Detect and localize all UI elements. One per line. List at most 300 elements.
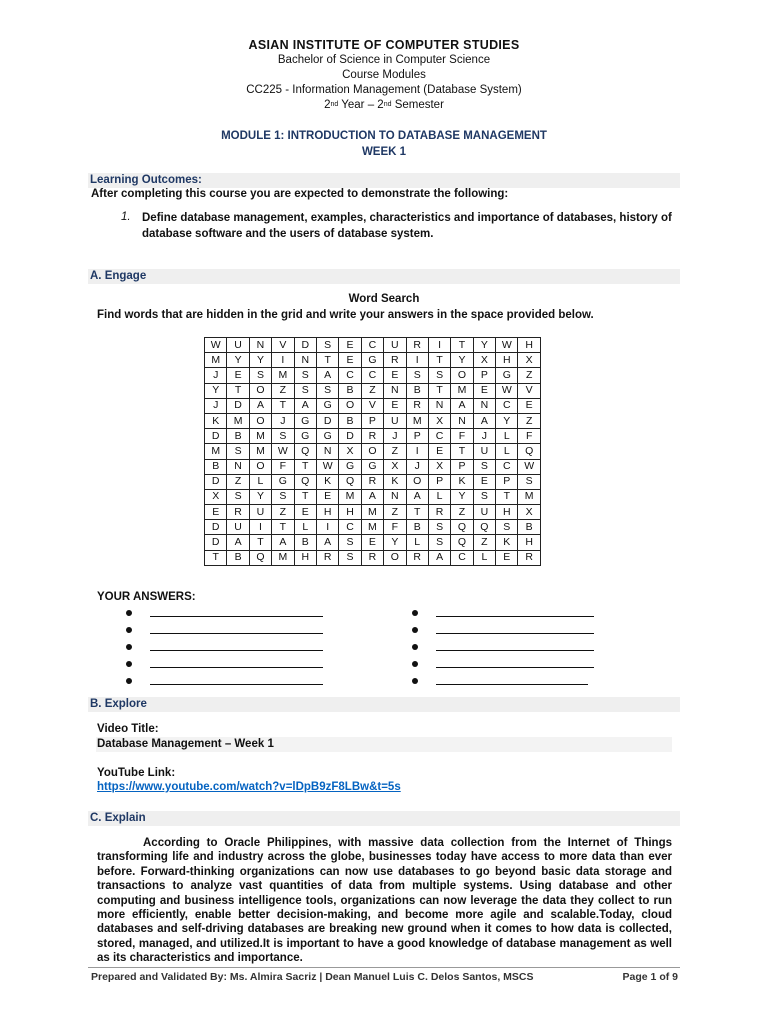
- grid-cell: M: [518, 489, 540, 504]
- module-week: WEEK 1: [361, 146, 407, 158]
- grid-cell: A: [249, 398, 271, 413]
- grid-cell: M: [272, 368, 294, 383]
- answer-blank[interactable]: [436, 633, 594, 634]
- grid-cell: D: [316, 413, 338, 428]
- grid-cell: E: [227, 368, 249, 383]
- grid-row: [205, 383, 541, 398]
- grid-cell: E: [316, 489, 338, 504]
- grid-cell: T: [272, 520, 294, 535]
- answer-item: [412, 672, 594, 689]
- grid-cell: R: [518, 550, 540, 565]
- grid-row: [205, 444, 541, 459]
- grid-cell: M: [361, 520, 383, 535]
- grid-cell: Y: [205, 383, 227, 398]
- grid-cell: Y: [227, 353, 249, 368]
- video-title: Database Management – Week 1: [97, 738, 274, 750]
- grid-row: [205, 459, 541, 474]
- grid-cell: W: [272, 444, 294, 459]
- grid-cell: H: [496, 505, 518, 520]
- grid-cell: N: [294, 353, 316, 368]
- bullet-icon: [126, 644, 132, 650]
- grid-cell: S: [428, 535, 450, 550]
- grid-cell: C: [496, 398, 518, 413]
- grid-cell: S: [316, 383, 338, 398]
- grid-cell: C: [496, 459, 518, 474]
- grid-cell: Q: [451, 520, 473, 535]
- grid-cell: T: [294, 489, 316, 504]
- grid-cell: R: [361, 429, 383, 444]
- grid-row: [205, 398, 541, 413]
- grid-cell: W: [316, 459, 338, 474]
- grid-cell: S: [294, 383, 316, 398]
- grid-cell: S: [518, 474, 540, 489]
- grid-cell: S: [428, 520, 450, 535]
- grid-cell: B: [518, 520, 540, 535]
- grid-cell: T: [249, 535, 271, 550]
- grid-cell: C: [428, 429, 450, 444]
- grid-cell: G: [361, 353, 383, 368]
- grid-cell: G: [294, 413, 316, 428]
- bullet-icon: [412, 661, 418, 667]
- grid-row: [205, 353, 541, 368]
- grid-cell: H: [339, 505, 361, 520]
- grid-cell: A: [428, 550, 450, 565]
- grid-cell: O: [406, 474, 428, 489]
- grid-cell: P: [496, 474, 518, 489]
- grid-cell: D: [205, 474, 227, 489]
- grid-cell: B: [205, 459, 227, 474]
- grid-cell: R: [406, 398, 428, 413]
- grid-cell: C: [339, 368, 361, 383]
- grid-cell: R: [361, 474, 383, 489]
- grid-cell: E: [496, 550, 518, 565]
- grid-cell: P: [473, 368, 495, 383]
- bullet-icon: [412, 627, 418, 633]
- outcome-number: 1.: [121, 211, 131, 223]
- grid-cell: L: [473, 550, 495, 565]
- grid-cell: O: [249, 413, 271, 428]
- grid-cell: M: [205, 353, 227, 368]
- grid-cell: T: [316, 353, 338, 368]
- engage-heading: A. Engage: [90, 270, 147, 282]
- grid-cell: M: [249, 429, 271, 444]
- grid-cell: C: [361, 368, 383, 383]
- grid-cell: Z: [473, 535, 495, 550]
- youtube-label: YouTube Link:: [97, 767, 176, 779]
- grid-cell: X: [518, 505, 540, 520]
- grid-row: [205, 368, 541, 383]
- grid-cell: X: [518, 353, 540, 368]
- answer-item: [412, 638, 594, 655]
- grid-cell: M: [205, 444, 227, 459]
- grid-row: [205, 520, 541, 535]
- grid-cell: U: [227, 338, 249, 353]
- grid-cell: B: [406, 383, 428, 398]
- grid-cell: B: [406, 520, 428, 535]
- grid-cell: R: [428, 505, 450, 520]
- grid-row: [205, 474, 541, 489]
- grid-cell: X: [384, 459, 406, 474]
- grid-cell: W: [518, 459, 540, 474]
- explore-heading: B. Explore: [90, 698, 147, 710]
- grid-cell: V: [518, 383, 540, 398]
- outcome-text: Define database management, examples, characteristics and importance of databases, history of database software and the users of database system.: [142, 212, 672, 240]
- grid-cell: F: [272, 459, 294, 474]
- grid-cell: D: [227, 398, 249, 413]
- grid-cell: M: [272, 550, 294, 565]
- grid-cell: T: [205, 550, 227, 565]
- grid-cell: E: [518, 398, 540, 413]
- bullet-icon: [412, 644, 418, 650]
- grid-cell: V: [272, 338, 294, 353]
- grid-cell: S: [339, 550, 361, 565]
- grid-cell: L: [496, 429, 518, 444]
- grid-cell: R: [384, 353, 406, 368]
- grid-cell: A: [361, 489, 383, 504]
- grid-cell: X: [339, 444, 361, 459]
- grid-cell: I: [272, 353, 294, 368]
- grid-cell: A: [272, 535, 294, 550]
- grid-cell: E: [473, 474, 495, 489]
- grid-cell: M: [249, 444, 271, 459]
- grid-cell: Z: [227, 474, 249, 489]
- answer-item: [126, 604, 323, 621]
- grid-cell: D: [294, 338, 316, 353]
- grid-cell: K: [205, 413, 227, 428]
- grid-cell: U: [384, 413, 406, 428]
- answer-item: [412, 655, 594, 672]
- grid-cell: S: [496, 520, 518, 535]
- explain-text: According to Oracle Philippines, with massive data collection from the Internet of Things transforming life and industry across the globe, businesses today have access to more data than ever before. Forward-thinking organizations can now use databases to go beyond basic data storage and transactions to analyze vast quantities of data from multiple systems. Using database and other computing and business intelligence tools, organizations can now leverage the data they collect to run more efficiently, enable better decision-making, and become more agile and scalable.Today, cloud databases and self-driving databases are breaking new ground when it comes to how data is collected, stored, managed, and utilized.It is important to have a good knowledge of database management as well as its characteristics and importance.: [97, 837, 672, 965]
- grid-cell: Z: [384, 505, 406, 520]
- grid-row: [205, 413, 541, 428]
- grid-cell: E: [205, 505, 227, 520]
- video-title-label: Video Title:: [97, 723, 159, 735]
- grid-cell: S: [272, 489, 294, 504]
- module-title: MODULE 1: INTRODUCTION TO DATABASE MANAGEMENT: [221, 130, 547, 142]
- grid-cell: N: [428, 398, 450, 413]
- engage-bar: [88, 269, 680, 284]
- grid-cell: Z: [451, 505, 473, 520]
- grid-cell: I: [406, 444, 428, 459]
- grid-cell: A: [316, 535, 338, 550]
- answer-blank[interactable]: [150, 684, 323, 685]
- grid-cell: G: [339, 459, 361, 474]
- grid-cell: J: [473, 429, 495, 444]
- grid-cell: L: [294, 520, 316, 535]
- answer-item: [126, 638, 323, 655]
- grid-cell: Q: [294, 444, 316, 459]
- grid-cell: S: [316, 338, 338, 353]
- grid-cell: K: [451, 474, 473, 489]
- grid-cell: E: [473, 383, 495, 398]
- grid-cell: N: [473, 398, 495, 413]
- grid-cell: F: [384, 520, 406, 535]
- grid-cell: D: [205, 520, 227, 535]
- grid-cell: W: [205, 338, 227, 353]
- grid-cell: K: [384, 474, 406, 489]
- grid-row: [205, 489, 541, 504]
- grid-cell: G: [272, 474, 294, 489]
- grid-cell: S: [473, 489, 495, 504]
- grid-cell: D: [205, 535, 227, 550]
- grid-cell: Y: [249, 489, 271, 504]
- grid-cell: R: [227, 505, 249, 520]
- grid-cell: P: [451, 459, 473, 474]
- grid-row: [205, 550, 541, 565]
- grid-cell: Z: [518, 413, 540, 428]
- bullet-icon: [412, 678, 418, 684]
- word-search-grid: [204, 337, 541, 566]
- answer-blank[interactable]: [436, 650, 594, 651]
- grid-cell: G: [496, 368, 518, 383]
- grid-cell: D: [205, 429, 227, 444]
- grid-cell: R: [406, 550, 428, 565]
- grid-cell: A: [316, 368, 338, 383]
- answer-list-right: [412, 604, 594, 689]
- grid-cell: A: [406, 489, 428, 504]
- grid-cell: Z: [272, 383, 294, 398]
- grid-cell: M: [227, 413, 249, 428]
- year-semester: 2nd Year – 2nd Semester: [324, 99, 444, 111]
- grid-cell: F: [518, 429, 540, 444]
- grid-cell: J: [205, 368, 227, 383]
- grid-cell: E: [428, 444, 450, 459]
- grid-cell: S: [473, 459, 495, 474]
- grid-cell: X: [205, 489, 227, 504]
- answer-blank[interactable]: [150, 616, 323, 617]
- bullet-icon: [126, 661, 132, 667]
- grid-cell: B: [227, 429, 249, 444]
- learning-outcomes-intro: After completing this course you are expected to demonstrate the following:: [91, 188, 509, 200]
- explore-bar: [88, 697, 680, 712]
- grid-cell: T: [294, 459, 316, 474]
- module-heading: [0, 128, 768, 160]
- grid-cell: E: [361, 535, 383, 550]
- grid-cell: P: [406, 429, 428, 444]
- bullet-icon: [412, 610, 418, 616]
- grid-cell: J: [272, 413, 294, 428]
- grid-cell: E: [384, 398, 406, 413]
- grid-cell: U: [384, 338, 406, 353]
- grid-cell: I: [249, 520, 271, 535]
- grid-cell: H: [518, 535, 540, 550]
- grid-cell: L: [249, 474, 271, 489]
- grid-cell: O: [451, 368, 473, 383]
- grid-row: [205, 505, 541, 520]
- grid-cell: O: [384, 550, 406, 565]
- grid-cell: D: [339, 429, 361, 444]
- footer-prepared-by: Prepared and Validated By: Ms. Almira Sacriz | Dean Manuel Luis C. Delos Santos, MSCS: [91, 971, 534, 983]
- grid-cell: L: [428, 489, 450, 504]
- answer-blank[interactable]: [436, 616, 594, 617]
- grid-cell: N: [451, 413, 473, 428]
- explain-paragraph: [97, 836, 672, 966]
- grid-cell: O: [361, 444, 383, 459]
- grid-cell: W: [496, 383, 518, 398]
- answer-item: [126, 655, 323, 672]
- grid-cell: C: [361, 338, 383, 353]
- grid-cell: T: [496, 489, 518, 504]
- grid-cell: B: [227, 550, 249, 565]
- grid-cell: S: [227, 489, 249, 504]
- grid-cell: O: [249, 459, 271, 474]
- answer-item: [126, 672, 323, 689]
- grid-cell: N: [249, 338, 271, 353]
- grid-cell: U: [473, 505, 495, 520]
- grid-cell: R: [361, 550, 383, 565]
- grid-cell: W: [496, 338, 518, 353]
- grid-cell: T: [428, 353, 450, 368]
- grid-cell: N: [384, 489, 406, 504]
- word-search-instructions: Find words that are hidden in the grid and write your answers in the space provided below.: [97, 309, 594, 321]
- grid-cell: I: [316, 520, 338, 535]
- explain-heading: C. Explain: [90, 812, 146, 824]
- grid-cell: G: [316, 398, 338, 413]
- grid-cell: Y: [496, 413, 518, 428]
- course-title: CC225 - Information Management (Database System): [246, 84, 522, 96]
- grid-cell: T: [406, 505, 428, 520]
- grid-cell: M: [361, 505, 383, 520]
- grid-cell: H: [294, 550, 316, 565]
- grid-cell: G: [316, 429, 338, 444]
- grid-cell: Q: [518, 444, 540, 459]
- grid-cell: N: [227, 459, 249, 474]
- grid-cell: Z: [272, 505, 294, 520]
- youtube-link[interactable]: https://www.youtube.com/watch?v=lDpB9zF8LBw&t=5s: [97, 781, 401, 793]
- grid-cell: K: [316, 474, 338, 489]
- footer-divider: [88, 967, 680, 968]
- grid-cell: X: [428, 413, 450, 428]
- grid-cell: S: [227, 444, 249, 459]
- answer-list-left: [126, 604, 323, 689]
- footer-page-number: Page 1 of 9: [622, 971, 678, 983]
- grid-cell: U: [227, 520, 249, 535]
- answers-heading: YOUR ANSWERS:: [97, 591, 196, 603]
- grid-cell: M: [406, 413, 428, 428]
- grid-cell: Z: [384, 444, 406, 459]
- grid-cell: J: [406, 459, 428, 474]
- grid-cell: E: [384, 368, 406, 383]
- grid-cell: L: [496, 444, 518, 459]
- document-type: Course Modules: [342, 69, 426, 81]
- grid-cell: Q: [339, 474, 361, 489]
- grid-row: [205, 338, 541, 353]
- grid-cell: G: [294, 429, 316, 444]
- grid-cell: R: [406, 338, 428, 353]
- grid-cell: M: [451, 383, 473, 398]
- grid-cell: X: [428, 459, 450, 474]
- grid-cell: H: [518, 338, 540, 353]
- grid-cell: U: [473, 444, 495, 459]
- grid-cell: Y: [451, 353, 473, 368]
- answer-item: [412, 604, 594, 621]
- grid-cell: B: [339, 413, 361, 428]
- word-search-title: Word Search: [348, 293, 420, 305]
- grid-cell: I: [428, 338, 450, 353]
- grid-cell: N: [316, 444, 338, 459]
- grid-cell: S: [272, 429, 294, 444]
- grid-cell: E: [339, 338, 361, 353]
- grid-cell: Y: [384, 535, 406, 550]
- institution-name: ASIAN INSTITUTE OF COMPUTER STUDIES: [248, 38, 520, 52]
- grid-cell: Q: [294, 474, 316, 489]
- grid-row: [205, 429, 541, 444]
- grid-cell: Q: [249, 550, 271, 565]
- answer-blank[interactable]: [150, 633, 323, 634]
- degree-name: Bachelor of Science in Computer Science: [277, 54, 491, 66]
- grid-cell: S: [406, 368, 428, 383]
- grid-cell: S: [249, 368, 271, 383]
- answer-item: [412, 621, 594, 638]
- grid-cell: Z: [518, 368, 540, 383]
- grid-cell: S: [428, 368, 450, 383]
- grid-cell: J: [384, 429, 406, 444]
- grid-cell: S: [339, 535, 361, 550]
- bullet-icon: [126, 678, 132, 684]
- explain-bar: [88, 811, 680, 826]
- grid-cell: T: [227, 383, 249, 398]
- bullet-icon: [126, 610, 132, 616]
- grid-cell: C: [339, 520, 361, 535]
- grid-cell: L: [406, 535, 428, 550]
- grid-cell: O: [249, 383, 271, 398]
- grid-cell: O: [339, 398, 361, 413]
- grid-cell: A: [451, 398, 473, 413]
- grid-cell: Q: [451, 535, 473, 550]
- grid-cell: A: [227, 535, 249, 550]
- grid-cell: S: [294, 368, 316, 383]
- grid-cell: X: [473, 353, 495, 368]
- document-header: [0, 38, 768, 113]
- grid-cell: A: [473, 413, 495, 428]
- grid-cell: J: [205, 398, 227, 413]
- grid-cell: T: [451, 444, 473, 459]
- grid-cell: T: [428, 383, 450, 398]
- grid-cell: H: [496, 353, 518, 368]
- grid-cell: R: [316, 550, 338, 565]
- grid-cell: C: [451, 550, 473, 565]
- grid-cell: Y: [473, 338, 495, 353]
- grid-cell: Y: [249, 353, 271, 368]
- grid-cell: V: [361, 398, 383, 413]
- grid-cell: H: [316, 505, 338, 520]
- grid-cell: B: [339, 383, 361, 398]
- grid-cell: N: [384, 383, 406, 398]
- grid-cell: B: [294, 535, 316, 550]
- grid-cell: M: [339, 489, 361, 504]
- answer-blank[interactable]: [436, 684, 588, 685]
- grid-cell: P: [361, 413, 383, 428]
- learning-outcomes-heading: Learning Outcomes:: [90, 174, 202, 186]
- answer-blank[interactable]: [150, 667, 323, 668]
- answer-blank[interactable]: [436, 667, 594, 668]
- grid-cell: K: [496, 535, 518, 550]
- grid-cell: Q: [473, 520, 495, 535]
- grid-cell: P: [428, 474, 450, 489]
- grid-cell: Y: [451, 489, 473, 504]
- grid-cell: I: [406, 353, 428, 368]
- grid-cell: U: [249, 505, 271, 520]
- grid-cell: Z: [361, 383, 383, 398]
- grid-cell: E: [339, 353, 361, 368]
- grid-row: [205, 535, 541, 550]
- grid-cell: E: [294, 505, 316, 520]
- answer-blank[interactable]: [150, 650, 323, 651]
- answer-item: [126, 621, 323, 638]
- grid-cell: A: [294, 398, 316, 413]
- grid-cell: F: [451, 429, 473, 444]
